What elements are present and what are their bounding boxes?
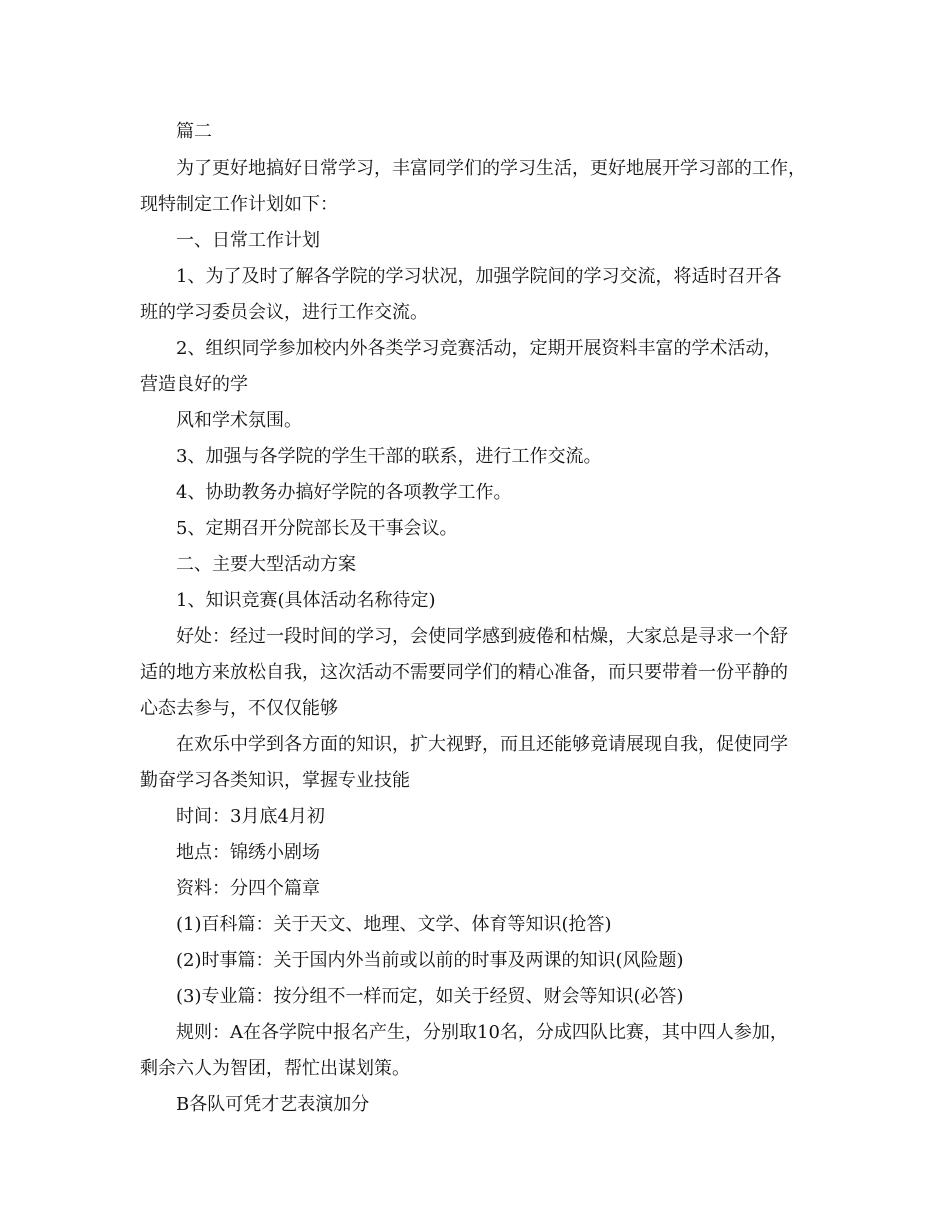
- paragraph-line: B各队可凭才艺表演加分: [176, 1094, 370, 1115]
- paragraph-line: 勤奋学习各类知识，掌握专业技能: [140, 770, 410, 791]
- list-item: (3)专业篇：按分组不一样而定，如关于经贸、财会等知识(必答): [176, 986, 684, 1007]
- paragraph-line: 剩余六人为智团，帮忙出谋划策。: [140, 1058, 410, 1079]
- paragraph-line: 时间：3月底4月初: [176, 806, 325, 827]
- paragraph-line: 班的学习委员会议，进行工作交流。: [140, 302, 428, 323]
- paragraph-line: 规则：A在各学院中报名产生，分别取10名，分成四队比赛，其中四人参加，: [176, 1022, 788, 1043]
- paragraph-line: 风和学术氛围。: [176, 410, 302, 431]
- paragraph-line: 心态去参与，不仅仅能够: [140, 698, 338, 719]
- list-item: (2)时事篇：关于国内外当前或以前的时事及两课的知识(风险题): [176, 950, 684, 971]
- paragraph-line: 3、加强与各学院的学生干部的联系，进行工作交流。: [176, 446, 602, 467]
- paragraph-line: 4、协助教务办搞好学院的各项教学工作。: [176, 482, 512, 503]
- subsection-heading: 二、主要大型活动方案: [176, 554, 356, 575]
- paragraph-line: 在欢乐中学到各方面的知识，扩大视野，而且还能够竟请展现自我，促使同学: [176, 734, 788, 755]
- paragraph-line: 地点：锦绣小剧场: [176, 842, 320, 863]
- paragraph-line: 资料：分四个篇章: [176, 878, 320, 899]
- paragraph-line: 好处：经过一段时间的学习，会使同学感到疲倦和枯燥，大家总是寻求一个舒: [176, 626, 788, 647]
- paragraph-line: 为了更好地搞好日常学习，丰富同学们的学习生活，更好地展开学习部的工作，: [176, 158, 806, 179]
- paragraph-line: 1、为了及时了解各学院的学习状况，加强学院间的学习交流，将适时召开各: [176, 266, 782, 287]
- paragraph-line: 现特制定工作计划如下：: [140, 194, 338, 215]
- section-heading: 篇二: [176, 121, 212, 142]
- paragraph-line: 2、组织同学参加校内外各类学习竞赛活动，定期开展资料丰富的学术活动，: [176, 338, 782, 359]
- paragraph-line: 5、定期召开分院部长及干事会议。: [176, 518, 458, 539]
- list-item: (1)百科篇：关于天文、地理、文学、体育等知识(抢答): [176, 914, 612, 935]
- paragraph-line: 适的地方来放松自我，这次活动不需要同学们的精心准备，而只要带着一份平静的: [140, 662, 788, 683]
- paragraph-line: 营造良好的学: [140, 374, 248, 395]
- subsection-heading: 一、日常工作计划: [176, 230, 320, 251]
- paragraph-line: 1、知识竞赛(具体活动名称待定): [176, 590, 436, 611]
